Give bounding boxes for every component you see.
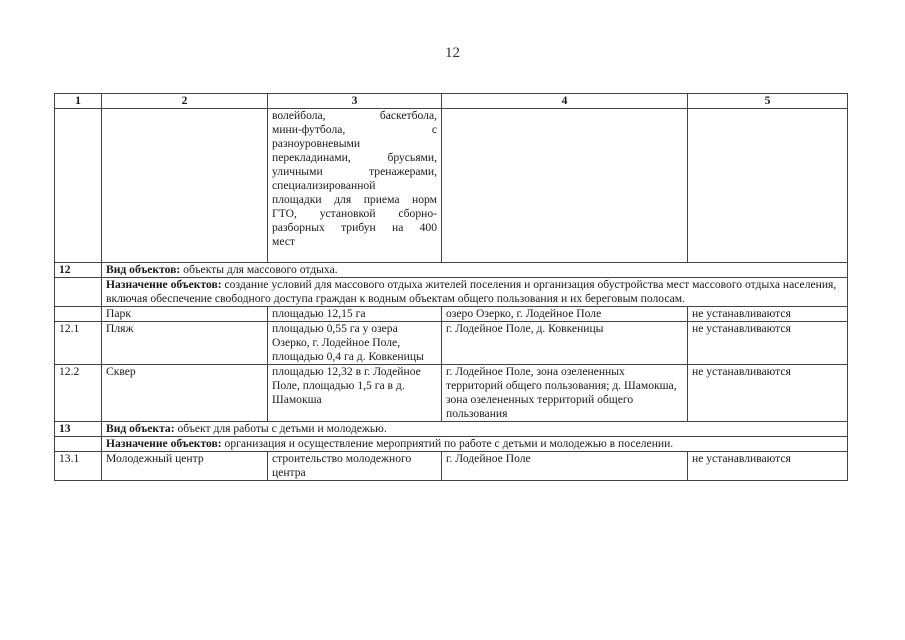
objects-table [54, 93, 848, 481]
cell-empty [55, 109, 102, 263]
object-name: Сквер [102, 365, 268, 422]
row-number [55, 307, 102, 322]
header-col-5: 5 [688, 94, 848, 109]
text-line: мини-футбола, с [272, 123, 437, 136]
object-zones: не устанавливаются [688, 322, 848, 365]
object-params: площадью 0,55 га у озера Озерко, г. Лодейное Поле, площадью 0,4 га д. Ковкеницы [268, 322, 442, 365]
kind-value: объект для работы с детьми и молодежью. [174, 422, 387, 435]
object-location: г. Лодейное Поле, зона озелененных территорий общего пользования; д. Шамокша, зона озелененных территорий общего пользования [442, 365, 688, 422]
text-line: ГТО, установкой сборно- [272, 207, 437, 220]
section-kind [102, 422, 848, 437]
kind-value: объекты для массового отдыха. [180, 263, 338, 276]
text-line: волейбола, баскетбола, [272, 109, 437, 122]
row-number: 12.2 [55, 365, 102, 422]
cell-empty [55, 437, 102, 452]
text-line: специализированной [272, 179, 376, 192]
purpose-value: создание условий для массового отдыха жителей поселения и организация обустройства мест массового отдыха населения, включая обеспечение свободного доступа граждан к водным объектам общего пользования и их береговым полосам. [106, 278, 837, 305]
continuation-row [55, 109, 848, 263]
kind-label: Вид объектов: [106, 263, 181, 276]
purpose-value: организация и осуществление мероприятий по работе с детьми и молодежью в поселении. [221, 437, 674, 450]
section-12-kind-row [55, 263, 848, 278]
text-line: разноуровневыми [272, 137, 361, 150]
header-col-4: 4 [442, 94, 688, 109]
table-row [55, 307, 848, 322]
object-location: г. Лодейное Поле [442, 452, 688, 481]
section-purpose [102, 278, 848, 307]
page-number: 12 [445, 45, 460, 61]
section-number: 12 [55, 263, 102, 278]
object-location: озеро Озерко, г. Лодейное Поле [442, 307, 688, 322]
purpose-label: Назначение объектов: [106, 437, 222, 450]
cell-empty [688, 109, 848, 263]
section-kind [102, 263, 848, 278]
text-line: площадки для приема норм [272, 193, 437, 206]
cell-empty [55, 278, 102, 307]
kind-label: Вид объекта: [106, 422, 175, 435]
object-params: площадью 12,15 га [268, 307, 442, 322]
section-12-purpose-row [55, 278, 848, 307]
table-row [55, 365, 848, 422]
table-row [55, 322, 848, 365]
object-zones: не устанавливаются [688, 365, 848, 422]
cell-empty [102, 109, 268, 263]
header-row [55, 94, 848, 109]
section-13-kind-row [55, 422, 848, 437]
continuation-params [268, 109, 442, 263]
object-name: Пляж [102, 322, 268, 365]
header-col-2: 2 [102, 94, 268, 109]
text-line: уличными тренажерами, [272, 165, 437, 178]
header-col-3: 3 [268, 94, 442, 109]
text-line: перекладинами, брусьями, [272, 151, 437, 164]
object-name: Парк [102, 307, 268, 322]
table-row [55, 452, 848, 481]
object-params: строительство молодежного центра [268, 452, 442, 481]
row-number: 12.1 [55, 322, 102, 365]
object-params: площадью 12,32 в г. Лодейное Поле, площадью 1,5 га в д. Шамокша [268, 365, 442, 422]
section-purpose [102, 437, 848, 452]
object-zones: не устанавливаются [688, 452, 848, 481]
object-location: г. Лодейное Поле, д. Ковкеницы [442, 322, 688, 365]
object-zones: не устанавливаются [688, 307, 848, 322]
text-line: разборных трибун на 400 [272, 221, 437, 234]
object-name: Молодежный центр [102, 452, 268, 481]
cell-empty [442, 109, 688, 263]
section-number: 13 [55, 422, 102, 437]
row-number: 13.1 [55, 452, 102, 481]
section-13-purpose-row [55, 437, 848, 452]
header-col-1: 1 [55, 94, 102, 109]
text-line: мест [272, 235, 295, 248]
purpose-label: Назначение объектов: [106, 278, 222, 291]
